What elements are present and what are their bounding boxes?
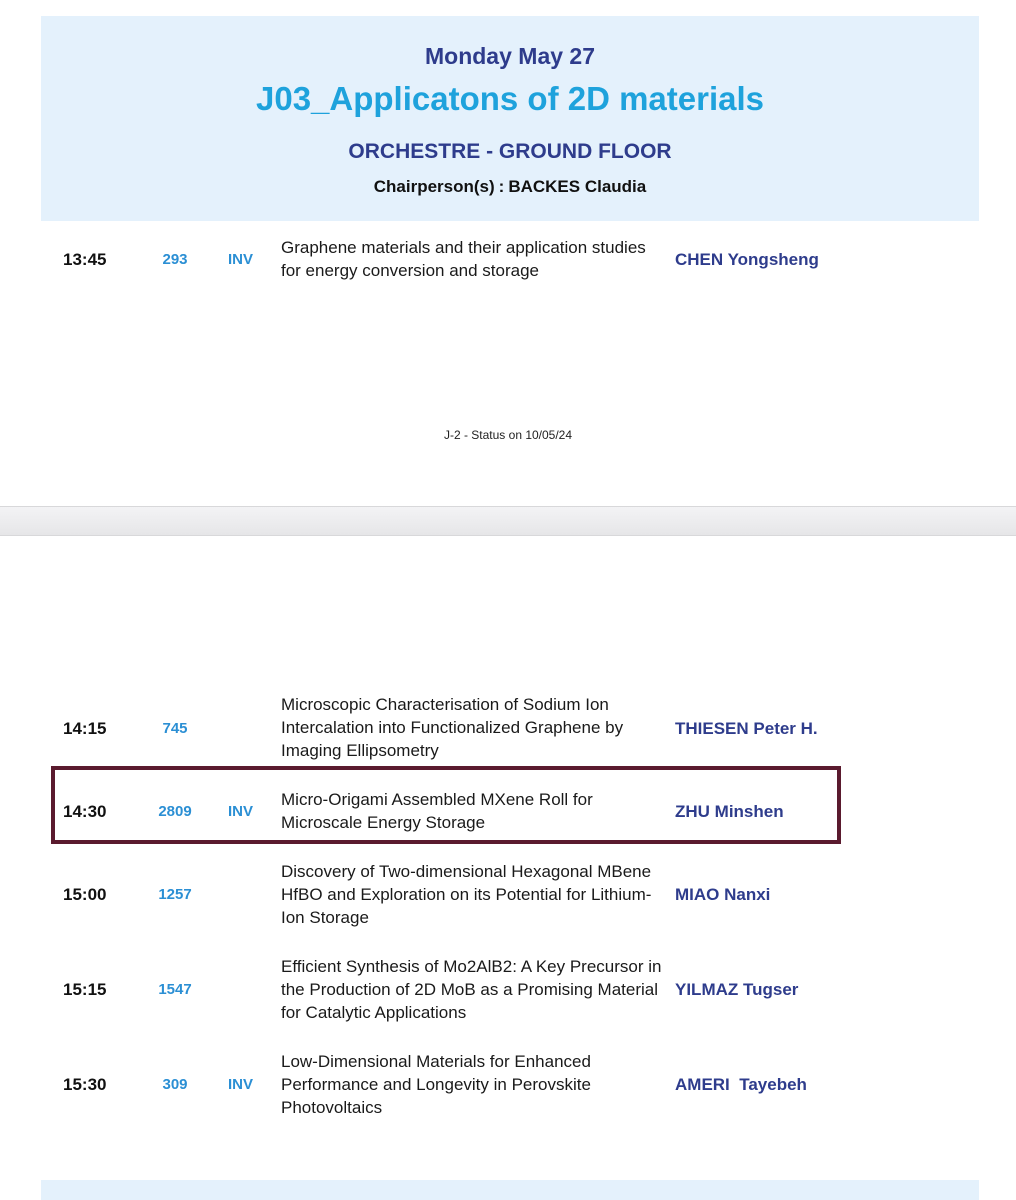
chair-label: Chairperson(s)	[373, 177, 495, 196]
talk-number: 2809	[158, 803, 192, 820]
session-chair	[41, 177, 979, 197]
talk-title: Micro-Origami Assembled MXene Roll for Microscale Energy Storage	[281, 790, 593, 832]
talk-row-highlighted	[0, 788, 1016, 836]
talk-time: 13:45	[63, 250, 107, 269]
talk-row	[0, 693, 1016, 763]
talk-number: 309	[162, 1076, 188, 1093]
talk-number: 745	[162, 720, 188, 737]
session-header	[41, 16, 979, 221]
talk-title: Microscopic Characterisation of Sodium Ion Intercalation into Functionalized Graphene by Imaging Ellipsometry	[281, 695, 624, 760]
session-date: Monday May 27	[425, 43, 595, 69]
talk-title: Efficient Synthesis of Mo2AlB2: A Key Precursor in the Production of 2D MoB as a Promising Material for Catalytic Applications	[281, 957, 662, 1022]
talk-number: 293	[162, 251, 188, 268]
talk-time: 15:15	[63, 980, 107, 999]
chair-name: BACKES Claudia	[508, 177, 647, 196]
talk-author: MIAO Nanxi	[675, 885, 771, 904]
page-divider	[0, 506, 1016, 536]
talk-time: 14:15	[63, 719, 107, 738]
talk-author: ZHU Minshen	[675, 802, 784, 821]
talk-author: THIESEN Peter H.	[675, 719, 818, 738]
talk-author: CHEN Yongsheng	[675, 250, 819, 269]
next-session-header-band	[41, 1180, 979, 1200]
talk-time: 14:30	[63, 802, 107, 821]
talk-row	[0, 1050, 1016, 1120]
session-title: J03_Applicatons of 2D materials	[255, 80, 765, 117]
talk-number: 1257	[158, 886, 192, 903]
talk-title: Discovery of Two-dimensional Hexagonal MBene HfBO and Exploration on its Potential for Lithium-Ion Storage	[281, 862, 652, 927]
talk-title: Low-Dimensional Materials for Enhanced Performance and Longevity in Perovskite Photovoltaics	[281, 1052, 591, 1117]
talk-author: AMERI Tayebeh	[675, 1075, 807, 1094]
talk-title: Graphene materials and their application studies for energy conversion and storage	[281, 238, 646, 280]
talk-number: 1547	[158, 981, 192, 998]
talk-row	[0, 236, 1016, 284]
talk-author: YILMAZ Tugser	[675, 980, 799, 999]
session-room: ORCHESTRE - GROUND FLOOR	[348, 140, 672, 163]
talk-time: 15:00	[63, 885, 107, 904]
talk-type: INV	[228, 1076, 254, 1093]
status-footer: J-2 - Status on 10/05/24	[443, 428, 573, 442]
chair-separator: :	[498, 177, 505, 196]
talk-row	[0, 955, 1016, 1025]
talk-type: INV	[228, 251, 254, 268]
talk-time: 15:30	[63, 1075, 107, 1094]
talk-type: INV	[228, 803, 254, 820]
talk-row	[0, 860, 1016, 930]
